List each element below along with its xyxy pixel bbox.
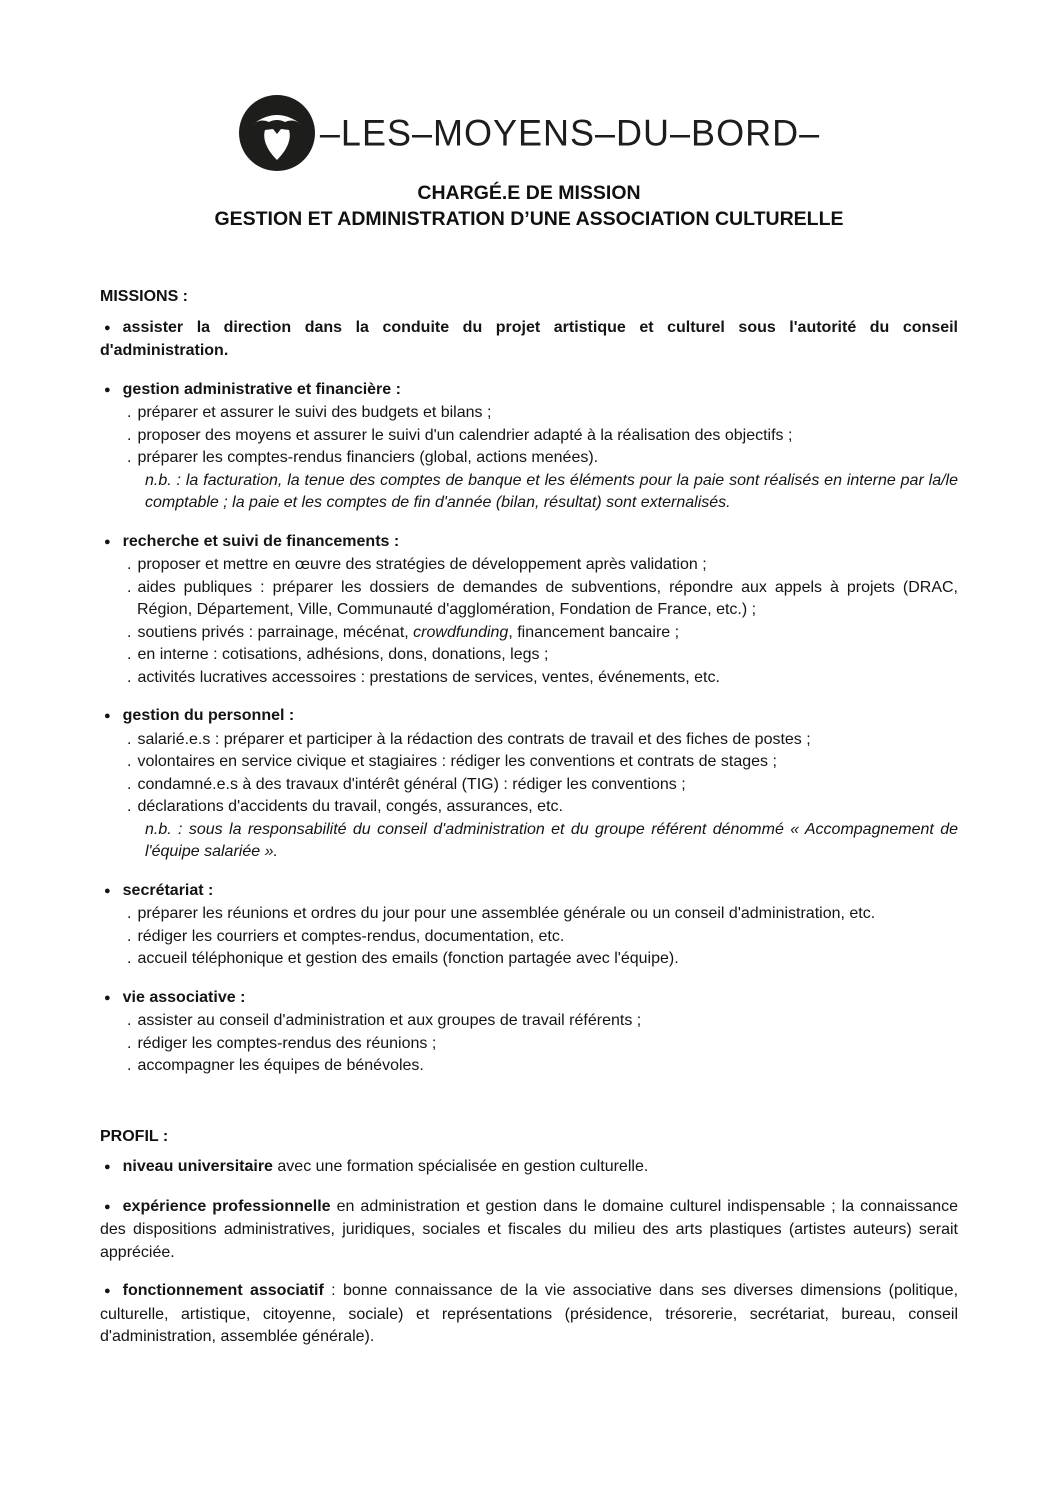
sub-item [127, 948, 958, 971]
sub-item-text: proposer et mettre en œuvre des stratégies de développement après validation ; [137, 556, 707, 573]
trowel-in-circle-icon [238, 94, 316, 172]
item-marker: . [127, 927, 132, 945]
bullet-label: niveau universitaire [122, 1158, 273, 1175]
bullet-icon: ● [104, 884, 111, 897]
document-body [100, 286, 958, 1349]
sub-item-text: en interne : cotisations, adhésions, dons, donations, legs ; [137, 646, 549, 663]
item-marker: . [127, 753, 132, 770]
bullet-label: fonctionnement associatif [122, 1282, 324, 1299]
logo-wordmark: –LES–MOYENS–DU–BORD– [319, 111, 821, 154]
bullet-text: : bonne connaissance de la vie associative dans ses diverses dimensions (politique, culturelle, artistique, citoyenne, sociale) et représentations (présidence, trésorerie, secrétariat, bureau, conseil d'administration, assemblée générale). [100, 1282, 959, 1345]
bullet-icon: ● [104, 321, 111, 334]
nota-bene: n.b. : sous la responsabilité du conseil d'administration et du groupe référent dénommé « Accompagnement de l'équipe salariée ». [145, 820, 958, 860]
bullet-group [100, 705, 958, 864]
sub-item-text: volontaires en service civique et stagiaires : rédiger les conventions et contrats de stages ; [137, 753, 777, 770]
sub-item-text: activités lucratives accessoires : prestations de services, ventes, événements, etc. [137, 668, 720, 686]
bullet-group [100, 531, 958, 690]
bullet-label: secrétariat : [122, 881, 214, 899]
bullet-text: en administration et gestion dans le domaine culturel indispensable ; la connaissance des dispositions administratives, juridiques, sociales et fiscales du milieu des arts plastiques (artistes auteurs) serait appréciée. [100, 1197, 959, 1261]
sub-item [127, 402, 958, 425]
bullet-icon: ● [104, 710, 111, 722]
sub-item-text: proposer des moyens et assurer le suivi d'un calendrier adapté à la réalisation des objectifs ; [137, 426, 793, 444]
section-heading-missions: MISSIONS : [100, 288, 189, 305]
sub-item-text: rédiger les comptes-rendus des réunions ; [137, 1034, 437, 1052]
section-heading-profil: PROFIL : [100, 1127, 169, 1145]
item-marker: . [127, 449, 132, 466]
sub-item-text: , financement bancaire ; [508, 623, 680, 641]
item-marker: . [127, 1057, 132, 1074]
sub-item [127, 796, 958, 819]
sub-item-text: accueil téléphonique et gestion des emails (fonction partagée avec l'équipe). [137, 950, 679, 967]
sub-item [127, 577, 958, 622]
sub-item-text: rédiger les courriers et comptes-rendus, documentation, etc. [137, 927, 565, 945]
item-marker: . [127, 730, 132, 748]
item-marker: . [127, 404, 132, 421]
sub-item-text: condamné.e.s à des travaux d'intérêt général (TIG) : rédiger les conventions ; [137, 775, 686, 793]
sub-item-text: soutiens privés : parrainage, mécénat, [137, 623, 414, 641]
sub-item-text: déclarations d'accidents du travail, congés, assurances, etc. [137, 798, 563, 815]
sub-item [127, 667, 958, 690]
item-marker: . [127, 578, 132, 596]
bullet-label: gestion administrative et financière : [122, 380, 401, 398]
bullet-icon: ● [104, 991, 111, 1004]
bullet-paragraph [100, 880, 958, 904]
item-marker: . [127, 646, 132, 663]
bullet-paragraph [100, 379, 958, 403]
bullet-group [100, 987, 958, 1078]
sub-item [127, 751, 958, 774]
item-marker: . [127, 905, 132, 922]
sub-item-text: crowdfunding [413, 623, 509, 641]
sub-item [127, 447, 958, 470]
item-marker: . [127, 798, 132, 815]
bullet-group [100, 1280, 958, 1349]
bullet-group [100, 317, 958, 363]
bullet-label: expérience professionnelle [122, 1197, 331, 1215]
bullet-icon: ● [104, 1161, 111, 1173]
sub-item [127, 729, 958, 752]
sub-item [127, 622, 958, 645]
sub-item-text: préparer les comptes-rendus financiers (global, actions menées). [137, 449, 599, 466]
bullet-group [100, 379, 958, 515]
title-line-1: CHARGÉ.E DE MISSION [417, 182, 641, 204]
bullet-label: recherche et suivi de financements : [122, 532, 400, 550]
sub-item-text: assister au conseil d'administration et aux groupes de travail référents ; [137, 1012, 642, 1029]
sub-item [127, 903, 958, 926]
bullet-label: gestion du personnel : [122, 707, 295, 724]
bullet-paragraph [100, 705, 958, 729]
sub-item [127, 1055, 958, 1078]
bullet-group [100, 1156, 958, 1180]
sub-item [127, 644, 958, 667]
section-profil [100, 1126, 958, 1349]
sub-item [127, 554, 958, 577]
logo [0, 0, 1058, 172]
item-marker: . [127, 950, 132, 967]
sub-item-text: accompagner les équipes de bénévoles. [137, 1057, 424, 1074]
sub-item [127, 1033, 958, 1056]
sub-item [127, 425, 958, 448]
bullet-paragraph [100, 1156, 958, 1180]
sub-item-text: préparer et assurer le suivi des budgets et bilans ; [137, 404, 492, 421]
sub-item [127, 774, 958, 797]
bullet-text: avec une formation spécialisée en gestion culturelle. [272, 1158, 649, 1175]
bullet-icon: ● [104, 383, 111, 396]
item-marker: . [127, 623, 132, 641]
bullet-paragraph [100, 531, 958, 555]
nota-bene: n.b. : la facturation, la tenue des comptes de banque et les éléments pour la paie sont réalisés en interne par la/le comptable ; la paie et les comptes de fin d'année (bilan, résultat) sont externalisés. [145, 471, 958, 511]
bullet-icon: ● [104, 1285, 111, 1297]
bullet-icon: ● [104, 1200, 111, 1213]
item-marker: . [127, 775, 132, 793]
item-marker: . [127, 426, 132, 444]
bullet-text: assister la direction dans la conduite du projet artistique et culturel sous l'autorité du conseil d'administration. [100, 318, 958, 359]
bullet-paragraph [100, 317, 958, 363]
document-title [0, 180, 1058, 232]
section-missions [100, 286, 958, 1078]
title-line-2: GESTION ET ADMINISTRATION D’UNE ASSOCIATION CULTURELLE [214, 208, 844, 230]
sub-item-text: salarié.e.s : préparer et participer à la rédaction des contrats de travail et des fiches de postes ; [137, 730, 811, 748]
bullet-group [100, 1196, 958, 1265]
bullet-label: vie associative : [122, 988, 246, 1006]
bullet-paragraph [100, 1196, 958, 1265]
bullet-paragraph [100, 987, 958, 1011]
sub-item [127, 1010, 958, 1033]
sub-item [127, 926, 958, 949]
bullet-paragraph [100, 1280, 958, 1349]
item-marker: . [127, 1012, 132, 1029]
item-marker: . [127, 668, 132, 686]
sub-item-text: aides publiques : préparer les dossiers de demandes de subventions, répondre aux appels à projets (DRAC, Région, Département, Ville, Communauté d'agglomération, Fondation de France, etc.) ; [137, 578, 958, 618]
item-marker: . [127, 1034, 132, 1052]
sub-item-text: préparer les réunions et ordres du jour pour une assemblée générale ou un conseil d'administration, etc. [137, 905, 876, 922]
bullet-icon: ● [104, 535, 111, 548]
item-marker: . [127, 556, 132, 573]
bullet-group [100, 880, 958, 971]
